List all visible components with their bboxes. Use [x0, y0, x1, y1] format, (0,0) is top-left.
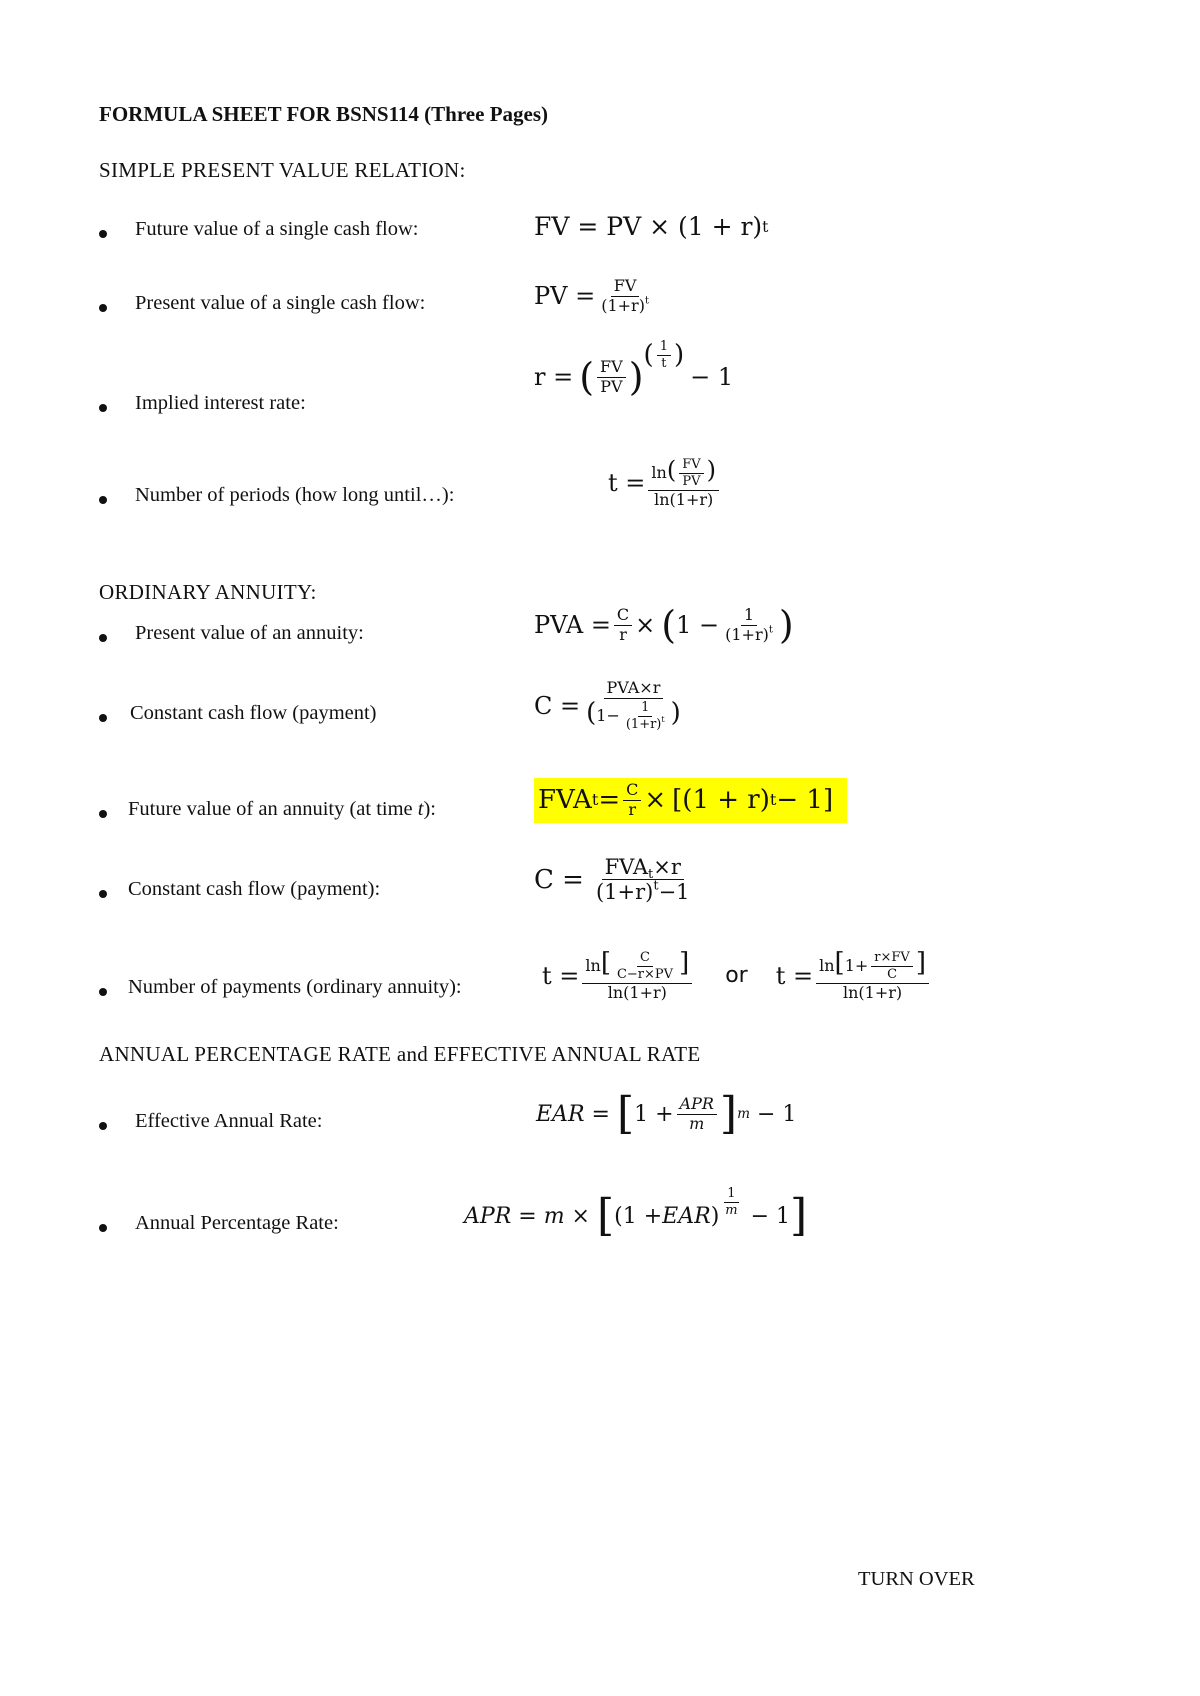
formula-constant-payment-2: C = $\frac{FVA_t\times r}{(1+r)^t-1}$	[534, 855, 690, 905]
bullet-icon	[99, 1122, 107, 1130]
formula-num-periods: t = ln( $\frac{FV}{PV}$ ) ln(1+r)	[608, 458, 722, 508]
section-ordinary-annuity: ORDINARY ANNUITY:	[99, 580, 317, 604]
section-apr-ear: ANNUAL PERCENTAGE RATE and EFFECTIVE ANNUAL RATE	[99, 1042, 701, 1066]
bullet-icon	[99, 890, 107, 898]
label-constant-payment-2: Constant cash flow (payment):	[128, 878, 381, 900]
turn-over-footer: TURN OVER	[858, 1568, 975, 1590]
or-connector: or	[725, 963, 748, 989]
label-num-payments: Number of payments (ordinary annuity):	[128, 976, 462, 998]
bullet-icon	[99, 714, 107, 722]
bullet-icon	[99, 230, 107, 238]
page-title: FORMULA SHEET FOR BSNS114 (Three Pages)	[99, 102, 549, 126]
label-fva-variable: t	[417, 798, 424, 820]
label-ear: Effective Annual Rate:	[135, 1110, 323, 1132]
formula-pv-single: PV = $\frac{FV}{(1+r)^t}$	[534, 276, 649, 315]
label-pva: Present value of an annuity:	[135, 622, 364, 644]
bullet-icon	[99, 634, 107, 642]
formula-implied-rate: r = ( $\frac{FV}{PV}$ ) ( $\frac{1}{t}$ ) − 1	[534, 338, 734, 399]
formula-num-payments: t = ln[ $\frac{C}{C-r\times PV}$ ] ln(1+r) or t = ln[1+ $\frac{r\times FV}{C}$ ] ln(1+r)	[542, 950, 932, 1001]
label-fva-suffix: ):	[423, 798, 436, 820]
label-apr: Annual Percentage Rate:	[135, 1212, 339, 1234]
formula-constant-payment-1: C = PVA×r (1− $\frac{1}{(1+r)^t}$ )	[534, 678, 681, 732]
bullet-icon	[99, 304, 107, 312]
label-implied-rate: Implied interest rate:	[135, 392, 306, 414]
bullet-icon	[99, 1224, 107, 1232]
formula-ear: EAR = [ 1 + $\frac{\text{APR}}{m}$ ] m − 1	[536, 1088, 797, 1139]
section-simple-present-value: SIMPLE PRESENT VALUE RELATION:	[99, 158, 466, 182]
formula-fva-highlighted: FVA t = $\frac{C}{r}$ × [(1 + r) t − 1]	[534, 778, 847, 823]
label-fva-prefix: Future value of an annuity (at time	[128, 798, 418, 820]
label-fv-single: Future value of a single cash flow:	[135, 218, 419, 240]
bullet-icon	[99, 496, 107, 504]
label-constant-payment-1: Constant cash flow (payment)	[130, 702, 377, 724]
bullet-icon	[99, 810, 107, 818]
formula-apr: APR = m × [ (1 + EAR ) $\frac{1}{m}$ − 1 ]	[464, 1185, 808, 1241]
label-pv-single: Present value of a single cash flow:	[135, 292, 426, 314]
bullet-icon	[99, 988, 107, 996]
label-num-periods: Number of periods (how long until…):	[135, 484, 455, 506]
formula-pva: PVA = $\frac{C}{r}$ × ( 1 − $\frac{1}{(1+r)^t}$ )	[534, 603, 794, 647]
formula-fv-single: FV = PV × (1 + r) t	[534, 212, 769, 241]
label-fva	[128, 798, 436, 821]
bullet-icon	[99, 404, 107, 412]
